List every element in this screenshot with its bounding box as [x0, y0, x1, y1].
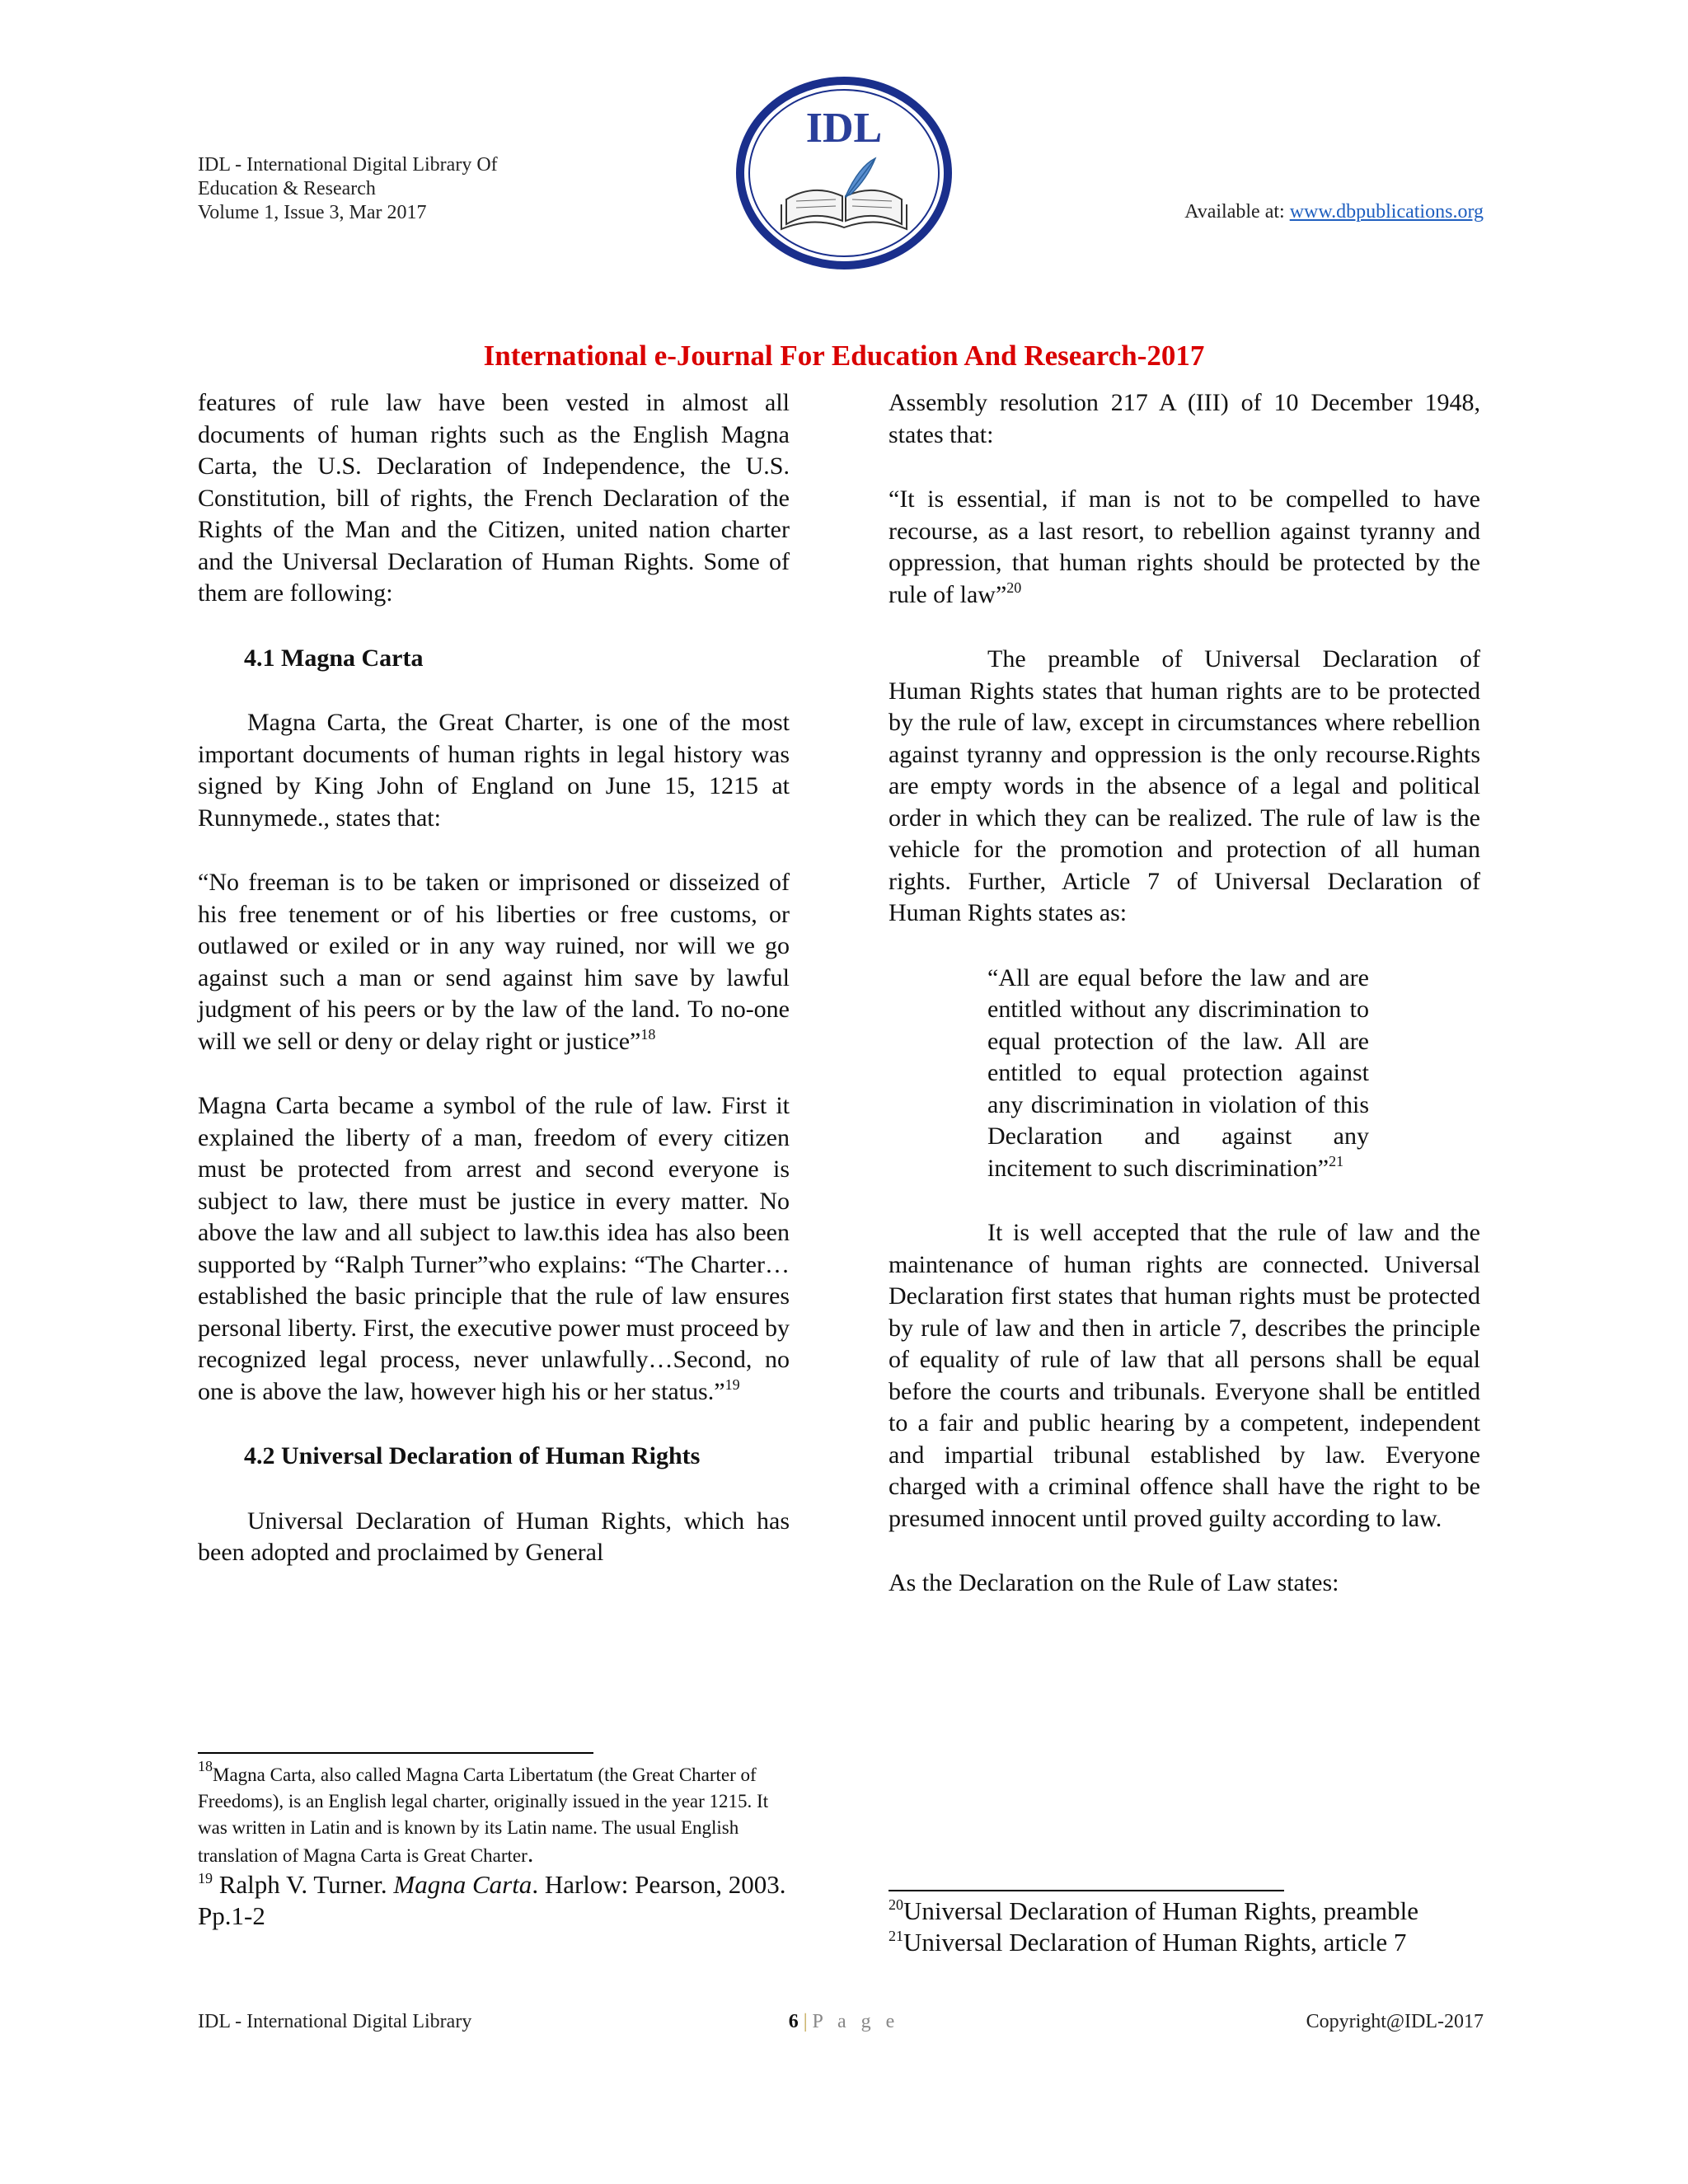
- quote-text: “It is essential, if man is not to be compelled to have recourse, as a last resort, to rebellion against tyranny and oppression, that human rights should be protected by the rule of law”: [889, 485, 1480, 608]
- footnote-text: Universal Declaration of Human Rights, article 7: [903, 1928, 1407, 1957]
- footnote-18: [198, 1758, 790, 1869]
- footnote-number: 18: [198, 1758, 213, 1774]
- footnotes-left: [198, 1758, 790, 1932]
- page-separator: |: [798, 2011, 813, 2032]
- footnote-title: Magna Carta: [393, 1870, 532, 1899]
- footnote-ref[interactable]: 19: [724, 1376, 740, 1393]
- journal-title: International e-Journal For Education And Research-2017: [483, 340, 1205, 372]
- header-info: [198, 153, 498, 225]
- section-heading-4-1: 4.1 Magna Carta: [244, 644, 424, 672]
- footnote-number: 21: [889, 1928, 903, 1944]
- quote-text: “No freeman is to be taken or imprisoned or disseized of his free tenement or of his liberties or free customs, or outlawed or exiled or in any way ruined, nor will we go against such a man or send against him save by lawful judgment of his peers or by the law of the land. To no-one will we sell or deny or delay right or justice”: [198, 869, 790, 1055]
- paragraph: [198, 1090, 790, 1408]
- footer-library: IDL - International Digital Library: [198, 2011, 472, 2032]
- footnotes-right: [889, 1896, 1515, 1958]
- paragraph-text: Magna Carta became a symbol of the rule of law. First it explained the liberty of a man, freedom of every citizen must be protected from arrest and second everyone is subject to law, there must be justice in every matter. No above the law and all subject to law.this idea has also been supported by “Ralph Turner”who explains: “The Charter…established the basic principle that the rule of law ensures personal liberty. First, the executive power must proceed by recognized legal process, never unlawfully…Second, no one is above the law, however high his or her status.”: [198, 1092, 790, 1405]
- paragraph: features of rule law have been vested in almost all documents of human rights such as the English Magna Carta, the U.S. Declaration of Independence, the U.S. Constitution, bill of rights, the French Declaration of the Rights of the Man and the Citizen, united nation charter and the Universal Declaration of Human Rights. Some of them are following:: [198, 389, 790, 607]
- footer-copyright: Copyright@IDL-2017: [1306, 2011, 1484, 2032]
- footnote-ref[interactable]: 18: [640, 1025, 656, 1043]
- section-heading-4-2: 4.2 Universal Declaration of Human Rights: [244, 1442, 701, 1469]
- page-number-value: 6: [788, 2011, 799, 2032]
- page-label: P a g e: [812, 2011, 900, 2032]
- footnote-text: . Harlow: Pearson, 2003. Pp.1-2: [198, 1870, 786, 1930]
- available-at: [1184, 201, 1484, 223]
- footnote-author: Ralph V. Turner.: [213, 1870, 394, 1899]
- paragraph: Universal Declaration of Human Rights, which has been adopted and proclaimed by General: [198, 1507, 790, 1566]
- footnote-text: Magna Carta, also called Magna Carta Libertatum (the Great Charter of Freedoms), is an English legal charter, originally issued in the year 1215. It was written in Latin and is known by its Latin name. The usual English translation of Magna Carta is Great Charter: [198, 1765, 769, 1866]
- quote-magna-carta: [198, 867, 790, 1057]
- paragraph: Magna Carta, the Great Charter, is one of the most important documents of human rights in legal history was signed by King John of England on June 15, 1215 at Runnymede., states that:: [198, 709, 790, 832]
- footnote-ref[interactable]: 20: [1006, 579, 1022, 596]
- header-line-2: Education & Research: [198, 178, 376, 199]
- footnote-text: Universal Declaration of Human Rights, preamble: [903, 1896, 1418, 1925]
- paragraph: The preamble of Universal Declaration of Human Rights states that human rights are to be protected by the rule of law, except in circumstances where rebellion against tyranny and oppression is the only recourse.Rights are empty words in the absence of a legal and political order in which they can be realized. The rule of law is the vehicle for the promotion and protection of all human rights. Further, Article 7 of Universal Declaration of Human Rights states as:: [889, 645, 1480, 926]
- quote-udhr-article-7: [889, 963, 1480, 1185]
- available-label: Available at:: [1184, 201, 1290, 223]
- footnote-number: 19: [198, 1870, 213, 1886]
- footnote-19: [198, 1869, 790, 1932]
- footnote-21: [889, 1927, 1515, 1958]
- quote-text: “All are equal before the law and are entitled without any discrimination to equal protection of the law. All are entitled to equal protection against any discrimination in violation of this Declaration and against any incitement to such discrimination”: [987, 963, 1369, 1182]
- paragraph: Assembly resolution 217 A (III) of 10 December 1948, states that:: [889, 389, 1480, 448]
- left-column: [198, 387, 790, 1569]
- quote-udhr-preamble: [889, 484, 1480, 611]
- footnote-ref[interactable]: 21: [1329, 1152, 1344, 1169]
- website-link[interactable]: www.dbpublications.org: [1289, 201, 1484, 223]
- header-line-1: IDL - International Digital Library Of: [198, 154, 498, 176]
- footnote-divider: [889, 1890, 1284, 1891]
- footnote-number: 20: [889, 1896, 903, 1913]
- paragraph: It is well accepted that the rule of law and the maintenance of human rights are connected. Universal Declaration first states that human rights must be protected by rule of law and then in article 7, describes the principle of equality of rule of law that all persons shall be equal before the courts and tribunals. Everyone shall be entitled to a fair and public hearing by a competent, independent and impartial tribunal established by law. Everyone charged with a criminal offence shall have the right to be presumed innocent until proved guilty according to law.: [889, 1219, 1480, 1532]
- paragraph: As the Declaration on the Rule of Law states:: [889, 1569, 1339, 1596]
- logo-text: IDL: [805, 105, 883, 152]
- footnote-end: .: [527, 1840, 534, 1868]
- footnote-divider: [198, 1752, 593, 1754]
- right-column: [889, 387, 1480, 1600]
- footnote-20: [889, 1896, 1515, 1927]
- header-line-3: Volume 1, Issue 3, Mar 2017: [198, 202, 427, 223]
- idl-logo: [735, 76, 953, 270]
